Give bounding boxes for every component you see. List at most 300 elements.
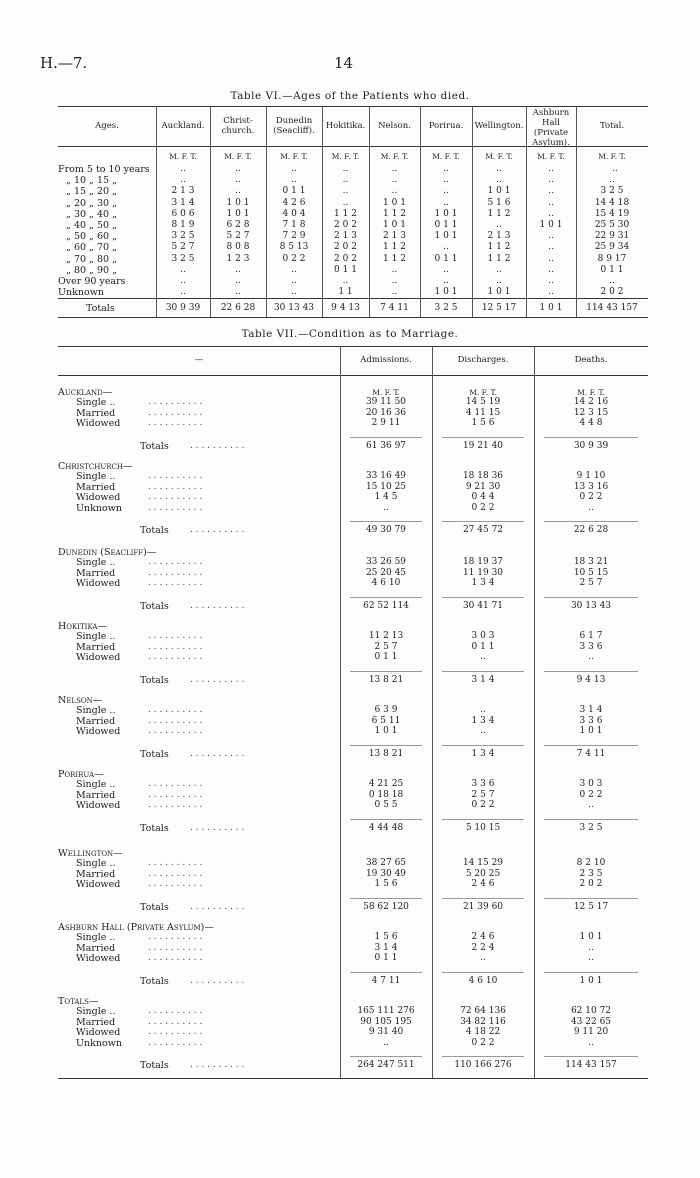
table6-col-header: Ages. [95,121,119,131]
table6-totals-cell: 114 43 157 [586,303,638,313]
table7-totals-cell: 7 4 11 [576,748,606,759]
table6-cell: .. [606,164,618,174]
table7-subtotal-rule [350,1056,422,1057]
table7-cell: 2 5 7 [374,641,398,652]
table7-leader: . . . . . . . . . . [190,901,245,912]
table6-cell: .. [291,175,297,186]
table7-cell: 11 2 13 [368,631,404,641]
table7-subtotal-rule [544,819,638,820]
table6-col-header: Christ-church. [221,116,255,136]
table7-totals-cell: 1 3 4 [471,748,495,759]
table7-row-label: Single .. [76,631,116,642]
table6-cell: 2 1 3 [171,186,195,197]
table6-cell: 3 2 5 [171,253,195,264]
table6-cell: 2 1 3 [487,231,511,242]
table7-cell: 10 5 15 [573,567,609,578]
table7-cell: 18 18 36 [462,471,504,481]
table7-cell: 12 3 15 [573,407,609,418]
table7-totals-cell: 22 6 28 [573,525,609,536]
table7-cell: 5 20 25 [465,868,501,879]
table6-cell: .. [443,164,449,174]
table6-cell: 3 2 5 [171,231,195,242]
table7-cell: 1 5 6 [471,418,495,429]
table7-cell: 1 5 6 [374,879,398,890]
table6-cell: .. [342,186,349,197]
table7-totals-cell: 1 0 1 [579,975,603,986]
table7-cell: .. [588,953,594,964]
table7-totals-cell: 12 5 17 [573,901,609,912]
table6-cell: .. [443,175,449,186]
table7-totals-label: Totals [140,674,169,686]
table7-cell: 0 2 2 [579,789,603,800]
table7-top-rule [58,346,648,347]
table6-cell: 3 2 5 [600,186,624,197]
table7-cell: 2 9 11 [371,418,401,429]
table7-row-label: Widowed [76,953,121,965]
table7-cell: 33 16 49 [365,471,407,481]
table7-col-header: Admissions. [360,355,412,365]
table6-cell: .. [391,276,398,286]
table6-cell: 15 4 19 [594,208,630,219]
table6-cell: 0 1 1 [434,220,458,230]
table6-cell: .. [342,175,349,186]
table7-cell: 3 0 3 [579,779,603,789]
table6-totals-cell: 3 2 5 [434,303,458,313]
table7-cell: 38 27 65 [365,858,407,868]
table7-cell: 72 64 136 [460,1006,506,1016]
table7-row-label: Unknown [76,502,122,514]
table6-cell: 8 1 9 [171,220,195,230]
table6-cell: 7 2 9 [282,231,306,242]
table6-cell: 6 0 6 [171,208,195,219]
table7-row-label: Widowed [76,1027,121,1039]
table6-cell: 1 0 1 [383,220,406,230]
table6-cell: .. [342,164,349,174]
table7-cell: .. [383,1037,389,1048]
table6-cell: 2 0 2 [334,253,357,264]
table7-title: Table VII.—Condition as to Marriage. [241,328,459,340]
table7-cell: 0 4 4 [471,492,495,503]
table6-totals-cell: 30 13 43 [273,303,315,313]
table6-totals-cell: 22 6 28 [220,303,256,313]
table6-totals-cell: 7 4 11 [380,303,409,313]
table6-cell: .. [180,264,186,275]
table7-totals-label: Totals [140,901,169,913]
table7-leader: . . . . . . . . . . [148,641,203,652]
table7-header-rule [58,375,648,376]
table7-totals-cell: 13 8 21 [368,748,404,759]
table7-section-name: Ashburn Hall (Private Asylum)— [58,922,214,933]
table7-leader: . . . . . . . . . . [148,715,203,726]
table6-cell: .. [548,264,554,275]
table6-age-label: „ 30 „ 40 „ [66,208,118,220]
table7-leader: . . . . . . . . . . [148,953,203,964]
table7-cell: 6 1 7 [579,631,603,641]
table7-subtotal-rule [350,521,422,522]
table7-cell: 18 19 37 [462,557,504,567]
table7-subtotal-rule [544,671,638,672]
table7-row-label: Single .. [76,397,116,408]
table7-subtotal-rule [350,597,422,598]
table6-cell: 2 1 3 [334,231,357,242]
table6-bottom-rule [58,317,648,318]
table6-age-label: From 5 to 10 years [58,164,150,175]
table7-row-label: Married [76,1016,116,1028]
table7-totals-cell: 3 2 5 [579,822,603,833]
table7-leader: . . . . . . . . . . [148,1037,203,1048]
table6-cell: .. [443,186,449,197]
table7-leader: . . . . . . . . . . [190,525,245,536]
table7-cell: 4 21 25 [368,779,404,789]
table7-cell: 4 11 15 [465,407,501,418]
table6-col-header: Auckland. [161,121,205,131]
table7-leader: . . . . . . . . . . [190,822,245,833]
table7-subtotal-rule [544,1056,638,1057]
table7-stub-header: — [194,355,204,365]
table7-leader: . . . . . . . . . . [148,578,203,589]
table7-section-name: Hokitika— [58,621,107,632]
table6-age-label: „ 20 „ 30 „ [66,197,118,209]
table7-cell: .. [480,726,486,737]
table7-section-name: Wellington— [58,848,123,859]
table7-subtotal-rule [544,898,638,899]
table7-cell: 0 2 2 [579,492,603,503]
table7-cell: .. [480,705,486,715]
table6-cell: 2 0 2 [334,242,357,253]
table7-totals-cell: 4 7 11 [371,975,401,986]
table7-subtotal-rule [544,437,638,438]
table7-cell: 4 6 10 [371,578,401,589]
table7-row-label: Widowed [76,800,121,812]
table7-cell: 14 2 16 [573,397,609,407]
table6-mft-label: M. F. T. [432,152,460,161]
table7-row-label: Widowed [76,418,121,430]
table6-cell: .. [496,220,502,230]
table7-subtotal-rule [442,745,524,746]
table6-cell: .. [235,164,241,174]
table7-row-label: Single .. [76,932,116,943]
table6-cell: 0 1 1 [334,264,357,275]
table7-totals-cell: 9 4 13 [576,674,606,685]
table7-cell: 2 4 6 [471,932,495,942]
table7-row-label: Married [76,641,116,653]
table7-subtotal-rule [442,597,524,598]
table6-cell: 0 1 1 [282,186,306,197]
table7-subtotal-rule [350,898,422,899]
table6-cell: 1 1 2 [383,253,406,264]
table7-totals-label: Totals [140,748,169,760]
table7-totals-cell: 4 44 48 [368,822,404,833]
table7-totals-cell: 30 13 43 [570,600,612,611]
table6-cell: 25 5 30 [594,220,630,230]
table6-col-header: Dunedin (Seacliff). [273,116,315,136]
table6-cell: .. [291,264,297,275]
table7-subtotal-rule [350,437,422,438]
table7-cell: 0 18 18 [368,789,404,800]
table7-leader: . . . . . . . . . . [148,471,203,481]
table6-cell: 1 0 1 [434,208,458,219]
table7-mft-label: M. F. T. [469,388,497,397]
table7-cell: 0 5 5 [374,800,398,811]
table7-totals-cell: 30 9 39 [573,440,609,451]
table7-leader: . . . . . . . . . . [148,705,203,715]
table7-subtotal-rule [442,898,524,899]
table7-bottom-rule [58,1078,648,1079]
table6-totals-cell: 1 0 1 [539,303,563,313]
table7-subtotal-rule [544,597,638,598]
table7-cell: 165 111 276 [357,1006,415,1016]
table6-cell: 1 1 2 [487,253,511,264]
table7-row-label: Married [76,715,116,727]
table6-cell: 1 1 2 [383,242,406,253]
table7-cell: 3 1 4 [579,705,603,715]
table6-cell: 2 1 3 [383,231,406,242]
table6-cell: .. [291,287,297,298]
table7-subtotal-rule [544,972,638,973]
table7-row-label: Widowed [76,578,121,590]
table7-cell: 1 0 1 [374,726,398,737]
table7-row-label: Widowed [76,492,121,504]
table7-cell: 6 5 11 [371,715,401,726]
table6-age-label: „ 10 „ 15 „ [66,175,118,187]
table6-mft-label: M. F. T. [485,152,513,161]
table6-cell: 22 9 31 [594,231,630,242]
table7-totals-cell: 19 21 40 [462,440,504,451]
table6-mft-label: M. F. T. [537,152,565,161]
table7-cell: 62 10 72 [570,1006,612,1016]
table7-leader: . . . . . . . . . . [148,397,203,407]
table7-totals-cell: 49 30 79 [365,525,407,536]
table7-row-label: Married [76,789,116,801]
table7-leader: . . . . . . . . . . [148,879,203,890]
table6-age-label: Unknown [58,287,104,299]
table6-age-label: Over 90 years [58,276,126,287]
table7-cell: 2 3 5 [579,868,603,879]
table6-cell: .. [443,242,449,253]
table7-section-name: Auckland— [58,387,113,398]
table6-cell: .. [548,164,554,174]
table6-col-header: Total. [599,121,625,131]
table7-section-name: Christchurch— [58,461,133,472]
table7-subtotal-rule [544,521,638,522]
table7-leader: . . . . . . . . . . [190,674,245,685]
table6-cell: 2 0 2 [600,287,624,298]
table6-cell: .. [548,208,554,219]
table7-totals-cell: 27 45 72 [462,525,504,536]
table6-cell: 8 5 13 [279,242,309,253]
table6-cell: 1 0 1 [487,186,511,197]
table7-totals-label: Totals [140,822,169,834]
table6-cell: .. [180,287,186,298]
table6-col-header: Hokitika. [325,121,366,131]
table6-cell: .. [548,253,554,264]
table6-cell: .. [391,186,398,197]
table6-cell: .. [342,197,349,208]
table7-leader: . . . . . . . . . . [190,600,245,611]
table7-subtotal-rule [350,671,422,672]
table6-cell: .. [548,175,554,186]
table7-leader: . . . . . . . . . . [148,1006,203,1016]
table7-leader: . . . . . . . . . . [148,789,203,800]
table7-cell: 2 2 4 [471,942,495,953]
table7-cell: 3 3 6 [579,641,603,652]
table6-cell: 1 0 1 [226,197,250,208]
table7-row-label: Married [76,481,116,493]
table7-row-label: Single .. [76,858,116,869]
table6-cell: .. [342,276,349,286]
table7-row-label: Widowed [76,726,121,738]
table7-row-label: Married [76,868,116,880]
table7-cell: 0 1 1 [374,953,398,964]
table7-row-label: Married [76,567,116,579]
table7-cell: .. [383,502,389,513]
table6-totals-cell: 9 4 13 [331,303,360,313]
table6-totals-label: Totals [86,303,115,314]
table7-section-name: Porirua— [58,769,104,780]
table6-cell: .. [391,175,398,186]
table7-row-label: Single .. [76,557,116,568]
table7-cell: 2 5 7 [471,789,495,800]
table6-cell: .. [548,287,554,298]
table7-cell: 2 5 7 [579,578,603,589]
table6-cell: 7 1 8 [282,220,306,230]
table6-cell: .. [235,287,241,298]
table6-cell: 5 2 7 [226,231,250,242]
table7-section-name: Dunedin (Seacliff)— [58,547,157,558]
table7-cell: 8 2 10 [576,858,606,868]
table7-subtotal-rule [442,1056,524,1057]
table6-title: Table VI.—Ages of the Patients who died. [230,90,470,102]
table7-totals-cell: 3 1 4 [471,674,495,685]
table7-cell: 1 3 4 [471,715,495,726]
table6-cell: 1 0 1 [539,220,563,230]
table6-cell: 1 1 2 [334,208,357,219]
table6-mft-label: M. F. T. [598,152,626,161]
table7-leader: . . . . . . . . . . [148,567,203,578]
table7-cell: 4 4 8 [579,418,603,429]
table7-cell: 9 1 10 [576,471,606,481]
table7-leader: . . . . . . . . . . [190,748,245,759]
table6-cell: .. [548,242,554,253]
table6-age-label: „ 80 „ 90 „ [66,264,118,276]
table7-totals-cell: 13 8 21 [368,674,404,685]
table6-totals-rule [58,298,648,299]
table7-totals-cell: 110 166 276 [454,1060,512,1071]
table7-leader: . . . . . . . . . . [148,492,203,503]
table7-row-label: Widowed [76,879,121,891]
table7-leader: . . . . . . . . . . [148,481,203,492]
table7-leader: . . . . . . . . . . [148,726,203,737]
table7-cell: 14 5 19 [465,397,501,407]
table7-totals-label: Totals [140,975,169,987]
table6-age-label: „ 50 „ 60 „ [66,231,118,243]
table7-cell: 90 105 195 [360,1016,412,1027]
table6-cell: 14 4 18 [594,197,630,208]
table7-cell: 0 2 2 [471,800,495,811]
table7-cell: 3 3 6 [471,779,495,789]
table7-leader: . . . . . . . . . . [148,407,203,418]
table6-col-header: Wellington. [474,121,524,131]
table7-leader: . . . . . . . . . . [148,868,203,879]
table7-cell: 11 19 30 [462,567,504,578]
table7-totals-label: Totals [140,1060,169,1072]
document-code: H.—7. [40,54,88,72]
table6-cell: .. [291,276,297,286]
table7-totals-cell: 61 36 97 [365,440,407,451]
table6-cell: 1 1 [338,287,353,298]
table7-cell: 4 18 22 [465,1027,501,1038]
table7-cell: 9 31 40 [368,1027,404,1038]
table7-totals-label: Totals [140,440,169,452]
table6-cell: 1 1 2 [487,208,511,219]
table7-leader: . . . . . . . . . . [148,557,203,567]
table6-cell: 1 1 2 [487,242,511,253]
table7-cell: 3 0 3 [471,631,495,641]
table6-cell: .. [291,164,297,174]
table7-cell: 3 3 6 [579,715,603,726]
table7-leader: . . . . . . . . . . [190,1060,245,1071]
table7-cell: 14 15 29 [462,858,504,868]
table6-col-header: Nelson. [378,121,411,131]
table7-cell: 0 2 2 [471,502,495,513]
table6-cell: .. [548,186,554,197]
table6-totals-cell: 12 5 17 [481,303,517,313]
table7-mft-label: M. F. T. [372,388,400,397]
table6-cell: 1 0 1 [434,287,458,298]
table7-row-label: Single .. [76,471,116,482]
table7-cell: 3 1 4 [374,942,398,953]
table7-totals-cell: 58 62 120 [363,901,409,912]
table7-cell: 0 2 2 [471,1037,495,1048]
table7-leader: . . . . . . . . . . [190,975,245,986]
table6-cell: .. [496,276,502,286]
table7-leader: . . . . . . . . . . [148,631,203,641]
table6-age-label: „ 70 „ 80 „ [66,253,118,265]
table7-cell: 13 3 16 [573,481,609,492]
table6-cell: 2 0 2 [334,220,357,230]
table6-cell: .. [443,197,449,208]
table6-mft-label: M. F. T. [331,152,360,161]
table7-mft-label: M. F. T. [577,388,605,397]
table7-leader: . . . . . . . . . . [148,502,203,513]
table7-col-header: Deaths. [574,355,608,365]
table7-leader: . . . . . . . . . . [148,652,203,663]
table6-cell: .. [180,276,186,286]
table6-cell: .. [443,276,449,286]
table7-cell: 0 1 1 [374,652,398,663]
table7-row-label: Widowed [76,652,121,664]
table7-leader: . . . . . . . . . . [148,858,203,868]
table6-cell: .. [548,231,554,242]
table6-cell: .. [391,287,398,298]
table7-cell: .. [588,800,594,811]
table7-cell: 25 20 45 [365,567,407,578]
table7-subtotal-rule [442,671,524,672]
table7-section-name: Totals— [58,996,99,1007]
table7-cell: 33 26 59 [365,557,407,567]
table7-row-label: Married [76,942,116,954]
table7-subtotal-rule [350,972,422,973]
table7-cell: .. [480,953,486,964]
table6-top-rule [58,106,648,107]
table6-cell: 6 2 8 [226,220,250,230]
table7-cell: 1 0 1 [579,726,603,737]
table6-cell: .. [391,164,398,174]
table7-cell: 6 3 9 [374,705,398,715]
table7-totals-label: Totals [140,525,169,537]
table7-cell: .. [588,652,594,663]
table6-cell: 0 1 1 [600,264,624,275]
